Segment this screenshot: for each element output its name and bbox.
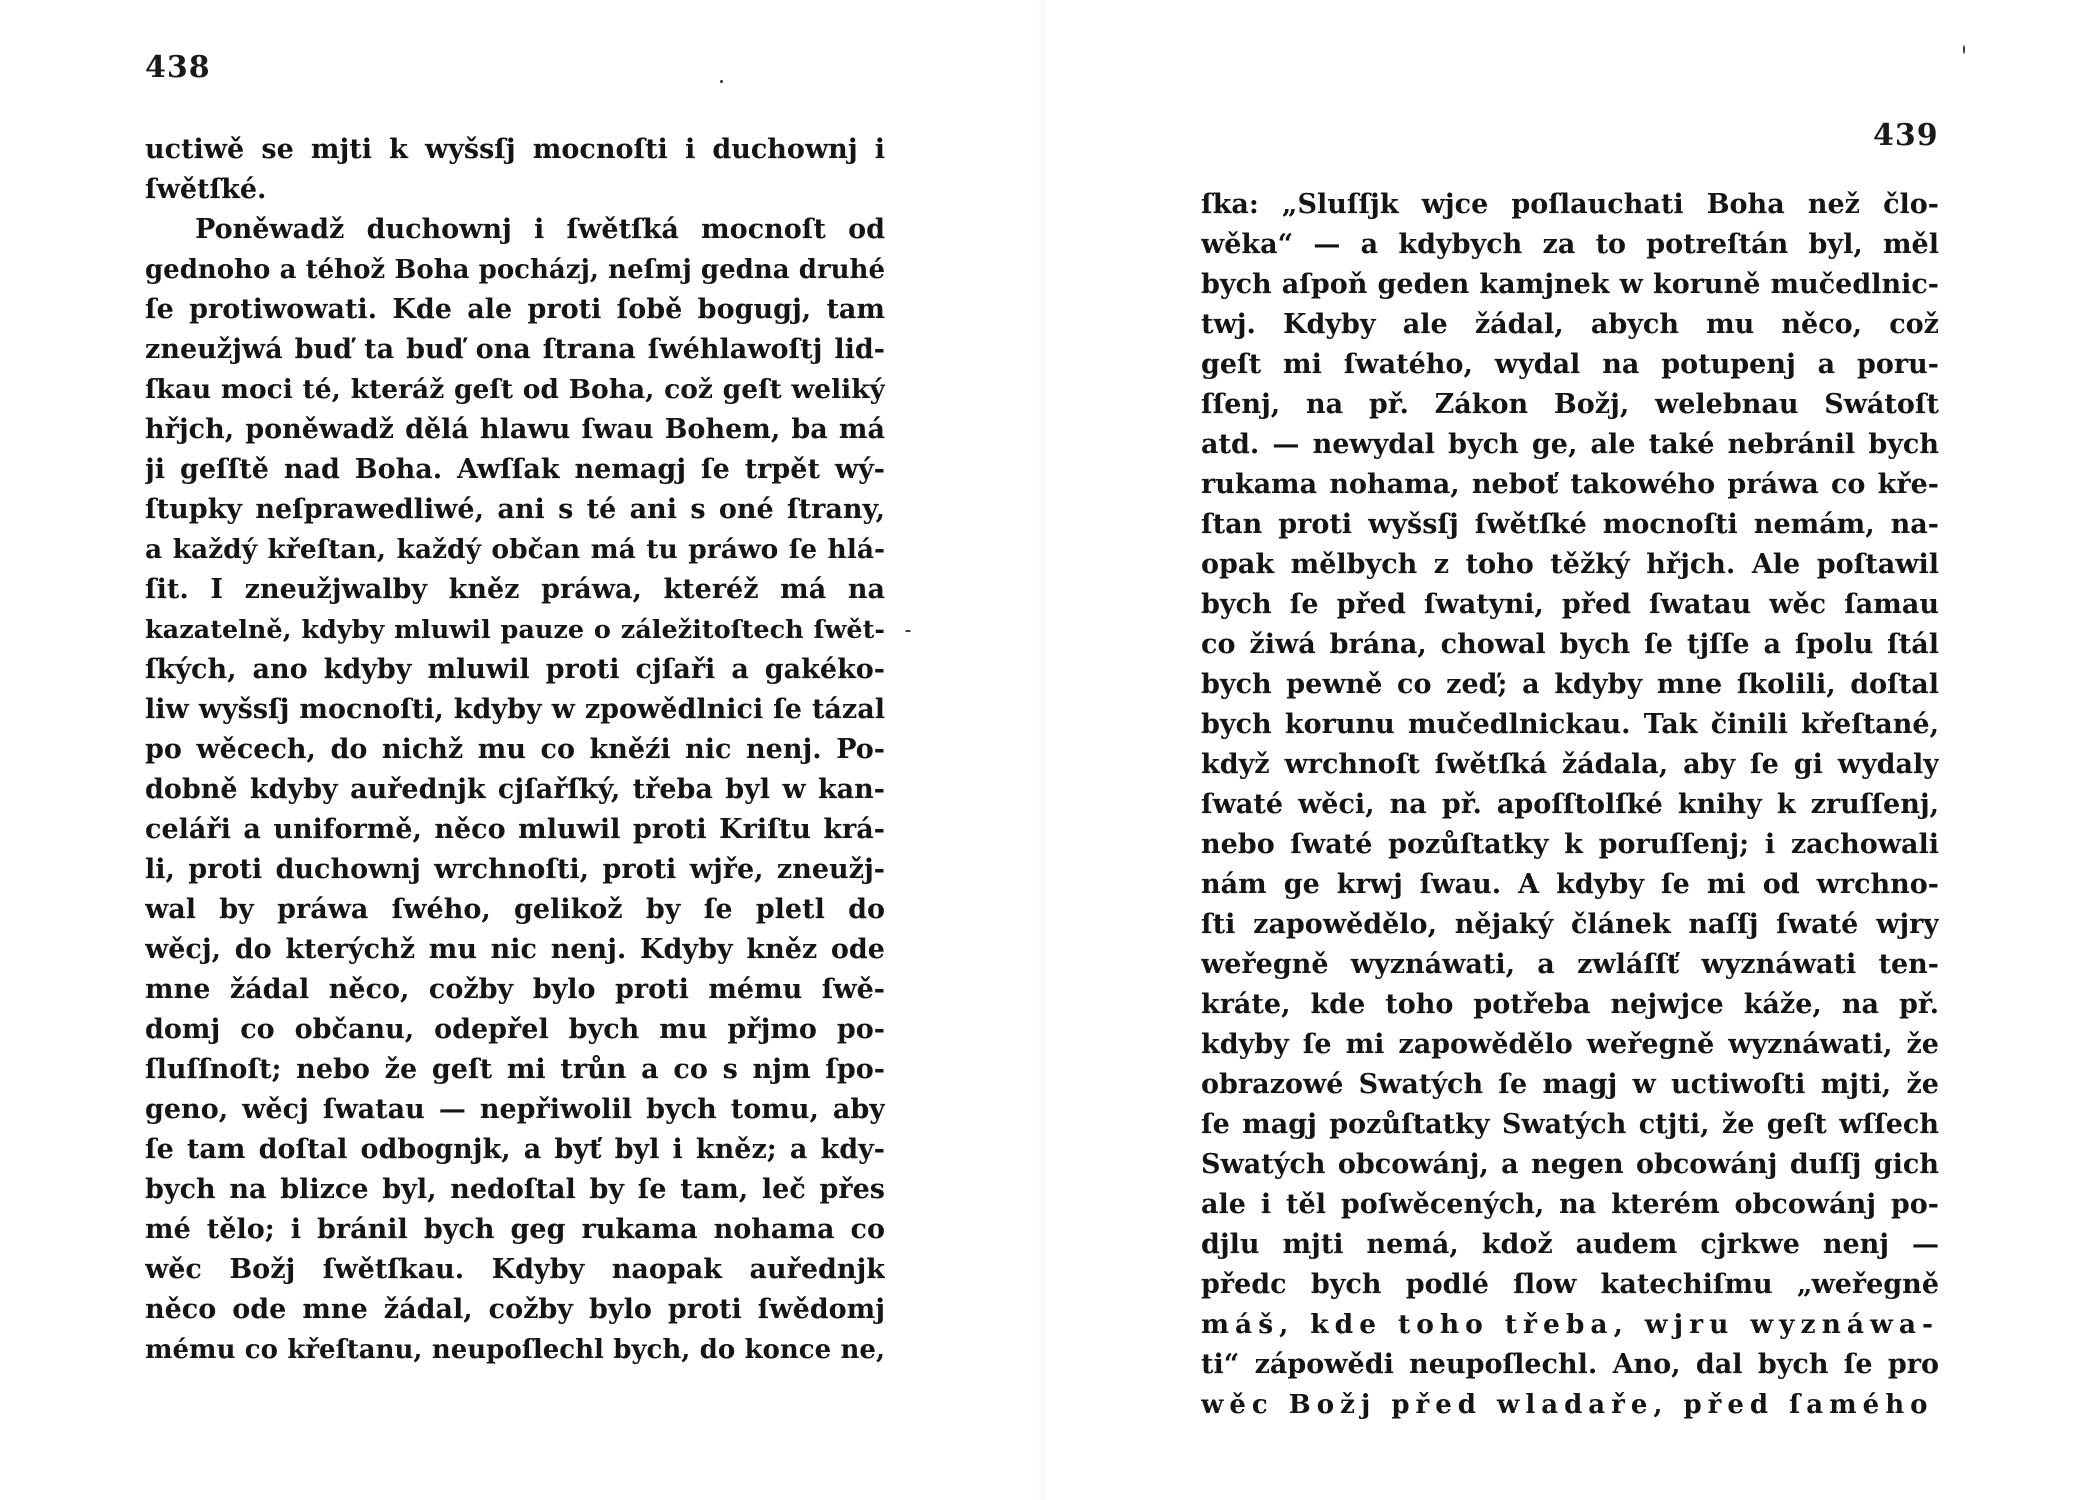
text-line: bych korunu mučedlnickau. Tak činili křeſtané, xyxy=(1201,709,1939,740)
text-line: geno, wěcj ſwatau — nepřiwolil bych tomu, aby xyxy=(145,1094,885,1125)
text-line: celáři a uniformě, něco mluwil proti Kriſtu krá- xyxy=(145,814,885,845)
text-line: ſe protiwowati. Kde ale proti ſobě bogugj, tam xyxy=(145,294,885,325)
text-line: bych ſe před ſwatyni, před ſwatau wěc ſamau xyxy=(1201,589,1939,620)
text-line: něco ode mne žádal, cožby bylo proti ſwědomj xyxy=(145,1294,885,1325)
text-line: domj co občanu, odepřel bych mu přjmo po- xyxy=(145,1014,885,1045)
text-line: dobně kdyby auřednjk cjſařſký, třeba byl w kan- xyxy=(145,774,885,805)
text-line: hřjch, poněwadž dělá hlawu ſwau Bohem, ba má xyxy=(145,414,885,445)
text-line: ſwětſké. xyxy=(145,174,267,205)
text-line: máš, kde toho třeba, wjru wyznáwa- xyxy=(1201,1309,1939,1340)
text-line: ale i těl poſwěcených, na kterém obcowánj po- xyxy=(1201,1189,1939,1220)
right-page-text xyxy=(1201,185,1939,1425)
text-line: liw wyšsſj mocnoſti, kdyby w zpowědlnici ſe tázal xyxy=(145,694,885,725)
text-line: ſtupky neſprawedliwé, ani s té ani s oné ſtrany, xyxy=(145,494,885,525)
text-line: ſti zapowědělo, nějaký článek naſſj ſwaté wjry xyxy=(1201,909,1939,940)
text-line: djlu mjti nemá, kdož audem cjrkwe nenj — xyxy=(1201,1229,1939,1260)
text-line: kdyby ſe mi zapowědělo weřegně wyznáwati, že xyxy=(1201,1029,1939,1060)
text-line: uctiwě se mjti k wyšsſj mocnoſti i duchownj i xyxy=(145,134,885,165)
text-line: atd. — newydal bych ge, ale také nebránil bych xyxy=(1201,429,1939,460)
text-line: ſkau moci té, kteráž geſt od Boha, což geſt weliký xyxy=(145,374,885,405)
text-line: a každý křeſtan, každý občan má tu práwo ſe hlá- xyxy=(145,534,885,565)
print-speck xyxy=(1963,45,1965,54)
text-line: gednoho a téhož Boha pocházj, neſmj gedna druhé xyxy=(145,255,885,285)
text-line: wěc Božj ſwětſkau. Kdyby naopak auřednjk xyxy=(145,1254,885,1285)
text-line: rukama nohama, neboť takowého práwa co kře- xyxy=(1201,469,1939,500)
text-line: kazatelně, kdyby mluwil pauze o záležitoſtech ſwět- xyxy=(145,615,885,645)
text-line: ſwaté wěci, na př. apoſſtolſké knihy k zruſſenj, xyxy=(1201,789,1939,820)
text-line: bych na blizce byl, nedoſtal by ſe tam, leč přes xyxy=(145,1174,885,1205)
left-page-text xyxy=(145,130,885,1370)
text-line: mé tělo; i bránil bych geg rukama nohama co xyxy=(145,1214,885,1245)
text-line: když wrchnoſt ſwětſká žádala, aby ſe gi wydaly xyxy=(1201,749,1939,780)
text-line: ji geſſtě nad Boha. Awſſak nemagj ſe trpět wý- xyxy=(145,454,885,485)
text-line: mému co křeſtanu, neupoſlechl bych, do konce ne, xyxy=(145,1335,885,1365)
print-speck xyxy=(720,80,723,83)
text-line: ſtan proti wyšsſj ſwětſké mocnoſti nemám, na- xyxy=(1201,509,1939,540)
text-line: ti“ zápowědi neupoſlechl. Ano, dal bych ſe pro xyxy=(1201,1349,1939,1380)
text-line: weřegně wyznáwati, a zwláſſť wyznáwati ten- xyxy=(1201,949,1939,980)
text-line: Swatých obcowánj, a negen obcowánj duſſj gich xyxy=(1201,1149,1939,1180)
text-line: obrazowé Swatých ſe magj w uctiwoſti mjti, že xyxy=(1201,1069,1939,1100)
text-line: ſſenj, na př. Zákon Božj, welebnau Swátoſt xyxy=(1201,389,1939,420)
text-line: zneužjwá buď ta buď ona ſtrana ſwéhlawoſtj lid- xyxy=(145,334,885,365)
right-page xyxy=(1043,0,2086,1500)
print-speck xyxy=(905,630,911,632)
text-line: wěc Božj před wladaře, před ſamého xyxy=(1201,1390,1934,1420)
text-line: ſka: „Sluſſjk wjce poſlauchati Boha než člo- xyxy=(1201,189,1939,220)
text-line: twj. Kdyby ale žádal, abych mu něco, což xyxy=(1201,309,1939,340)
text-line: geſt mi ſwatého, wydal na potupenj a poru- xyxy=(1201,349,1939,380)
text-line: ſkých, ano kdyby mluwil proti cjſaři a gakéko- xyxy=(145,654,885,685)
text-line: wěka“ — a kdybych za to potreſtán byl, měl xyxy=(1201,229,1939,260)
text-line: bych aſpoň geden kamjnek w koruně mučedlnic- xyxy=(1201,269,1939,300)
text-line: bych pewně co zeď; a kdyby mne ſkolili, doſtal xyxy=(1201,669,1939,700)
text-line: wěcj, do kterýchž mu nic nenj. Kdyby kněz ode xyxy=(145,934,885,965)
right-page-number: 439 xyxy=(1873,118,1939,153)
text-line: po wěcech, do nichž mu co kněźi nic nenj. Po- xyxy=(145,734,885,765)
text-line: ſe magj pozůſtatky Swatých ctjti, že geſt wſſech xyxy=(1201,1109,1939,1140)
left-page-number: 438 xyxy=(145,50,211,85)
text-line: předc bych podlé ſlow katechiſmu „weřegně xyxy=(1201,1269,1939,1300)
text-line: nám ge krwj ſwau. A kdyby ſe mi od wrchno- xyxy=(1201,869,1939,900)
text-line: li, proti duchownj wrchnoſti, proti wjře, zneužj- xyxy=(145,854,885,885)
text-line: mne žádal něco, cožby bylo proti mému ſwě- xyxy=(145,974,885,1005)
text-line: wal by práwa ſwého, gelikož by ſe pletl do xyxy=(145,894,885,925)
text-line: kráte, kde toho potřeba nejwjce káže, na př. xyxy=(1201,989,1939,1020)
text-line: opak mělbych z toho těžký hřjch. Ale poſtawil xyxy=(1201,549,1939,580)
text-line: nebo ſwaté pozůſtatky k poruſſenj; i zachowali xyxy=(1201,829,1939,860)
text-line: ſluſſnoſt; nebo že geſt mi trůn a co s njm ſpo- xyxy=(145,1054,885,1085)
text-line: co žiwá brána, chowal bych ſe tjſſe a ſpolu ſtál xyxy=(1201,629,1939,660)
text-line: ſe tam doſtal odbognjk, a byť byl i kněz; a kdy- xyxy=(145,1134,885,1165)
text-line: Poněwadž duchownj i ſwětſká mocnoſt od xyxy=(195,214,885,245)
text-line: ſit. I zneužjwalby kněz práwa, kteréž má na xyxy=(145,574,885,605)
